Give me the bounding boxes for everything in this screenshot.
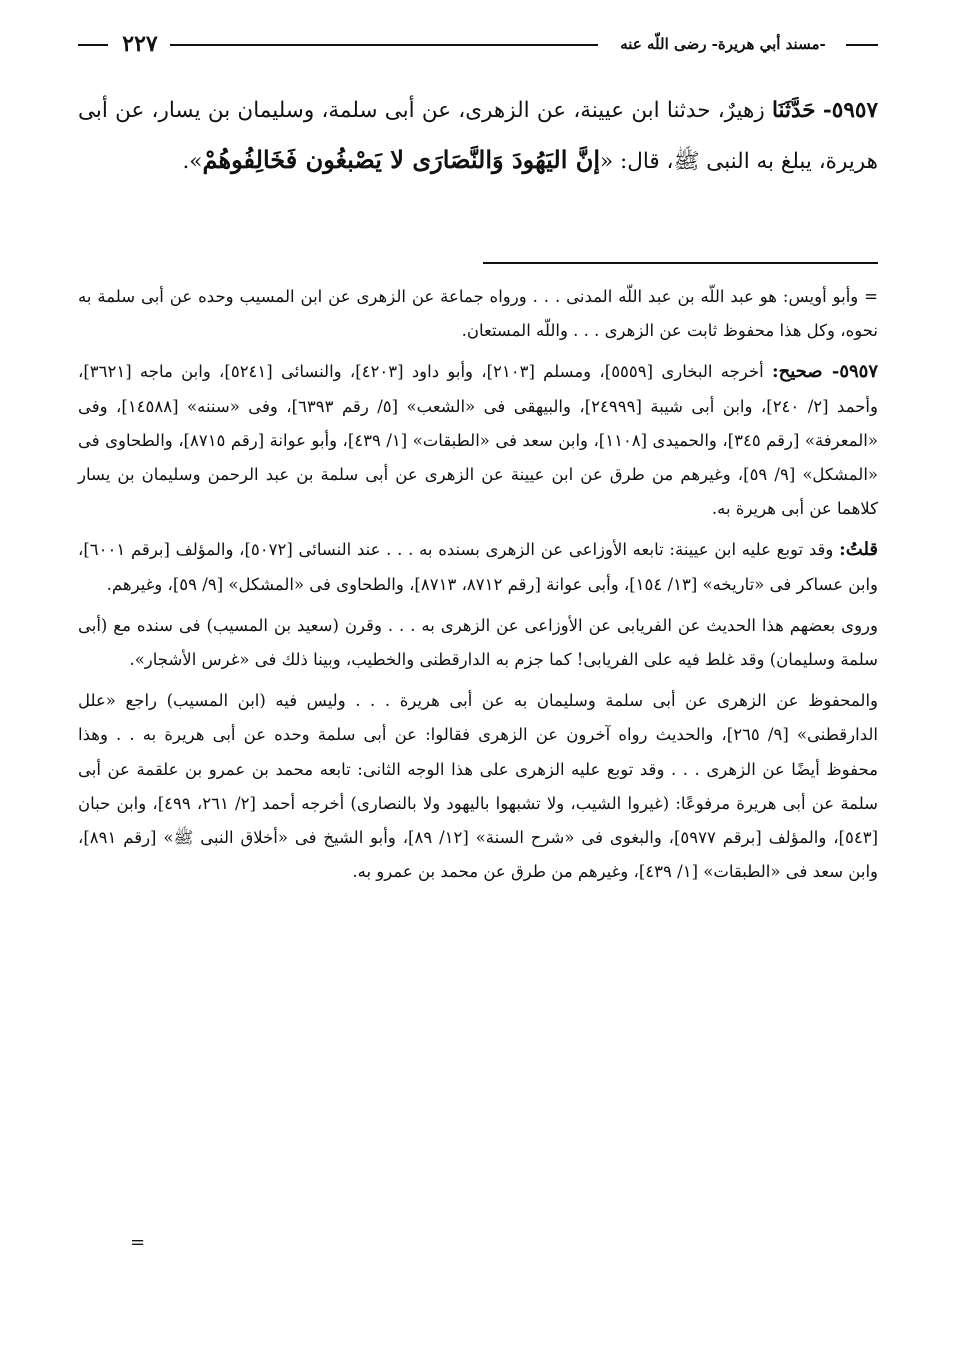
note-mutaba-label: قلتُ: (839, 539, 879, 561)
note-mutaba-text: وقد توبع عليه ابن عيينة: تابعه الأوزاعى عن الزهرى بسنده به . . . عند النسائى [٥٠٧٢]، والمؤلف [برقم ٦٠٠١]، وابن عساكر فى «تاريخه» [١٣/ ١٥٤]، وأبى عوانة [رقم ٨٧١٢، ٨٧١٣]، والطحاوى فى «المشكل» [٩/ ٥٩]، وغيرهم. (78, 540, 878, 594)
hadith-block (78, 86, 878, 186)
note-continuation: = وأبو أويس: هو عبد اللّه بن عبد اللّه المدنى . . . ورواه جماعة عن الزهرى عن ابن المسيب وحده عن أبى سلمة به نحوه، وكل هذا محفوظ ثابت عن الزهرى . . . واللّه المستعان. (78, 287, 878, 341)
header-rule-right (846, 44, 878, 46)
note-takhrij (78, 355, 878, 526)
running-header (78, 28, 878, 60)
note-mahfuz: والمحفوظ عن الزهرى عن أبى سلمة وسليمان به عن أبى هريرة . . . وليس فيه (ابن المسيب) راجع «علل الدارقطنى» [٩/ ٢٦٥]، والحديث رواه آخرون عن الزهرى فقالوا: عن أبى سلمة وحده عن أبى هريرة به . . وهذا محفوظ أيضًا عن الزهرى . . . وقد توبع عليه الزهرى على هذا الوجه الثانى: تابعه محمد بن عمرو بن علقمة عن أبى سلمة عن أبى هريرة مرفوعًا: (غيروا الشيب، ولا تشبهوا باليهود ولا بالنصارى) أخرجه أحمد [٢/ ٢٦١، ٤٩٩]، وابن حبان [٥٤٣]، والمؤلف [برقم ٥٩٧٧]، والبغوى فى «شرح السنة» [١٢/ ٨٩]، وأبو الشيخ فى «أخلاق النبى ﷺ» [رقم ٨٩١]، وابن سعد فى «الطبقات» [١/ ٤٣٩]، وغيرهم من طرق عن محمد بن عمرو به. (78, 691, 879, 882)
note-fariyabi: وروى بعضهم هذا الحديث عن الفريابى عن الأوزاعى عن الزهرى به . . . وقرن (سعيد بن المسيب) فى سنده مع (أبى سلمة وسليمان) وقد غلط فيه على الفريابى! كما جزم به الدارقطنى والخطيب، وبينا ذلك فى «غرس الأشجار». (78, 615, 878, 670)
hadith-isnad: زهيرٌ، حدثنا ابن عيينة، عن الزهرى، عن أبى سلمة، وسليمان بن يسار، عن أبى هريرة، يبلغ به النبى ﷺ، قال: « (78, 98, 878, 174)
continuation-mark: = (130, 1232, 146, 1253)
note-mutaba (78, 533, 878, 601)
hadith-end: ». (182, 149, 203, 174)
footnote-separator (483, 262, 878, 264)
hadith-paragraph (78, 86, 878, 186)
header-rule-left (78, 44, 108, 46)
hadith-lead: حَدَّثَنَا (772, 98, 816, 123)
hadith-number: ٥٩٥٧- (822, 98, 878, 123)
header-rule-middle (170, 44, 598, 46)
running-title: مسند أبي هريرة- رضى اللّه عنه- (620, 35, 826, 53)
commentary (78, 280, 878, 896)
page-number: ٢٢٧ (122, 31, 158, 57)
hadith-matn: إنَّ اليَهُودَ وَالنَّصَارَى لا يَصْبغُون فَخَالِفُوهُمْ (202, 145, 601, 174)
note-takhrij-label: ٥٩٥٧- صحيح: (771, 361, 878, 383)
note-takhrij-text: أخرجه البخارى [٥٥٥٩]، ومسلم [٢١٠٣]، وأبو داود [٤٢٠٣]، والنسائى [٥٢٤١]، وابن ماجه [٣٦٢١]، وأحمد [٢/ ٢٤٠]، وابن أبى شيبة [٢٤٩٩٩]، والبيهقى فى «الشعب» [٥/ رقم ٦٣٩٣]، وفى «سننه» [١٤٥٨٨]، وفى «المعرفة» [رقم ٣٤٥]، والحميدى [١١٠٨]، وابن سعد فى «الطبقات» [١/ ٤٣٩]، وأبو عوانة [رقم ٨٧١٥]، والطحاوى فى «المشكل» [٩/ ٥٩]، وغيرهم من طرق عن ابن عيينة عن الزهرى عن أبى سلمة بن عبد الرحمن وسليمان بن يسار كلاهما عن أبى هريرة به. (78, 362, 878, 519)
